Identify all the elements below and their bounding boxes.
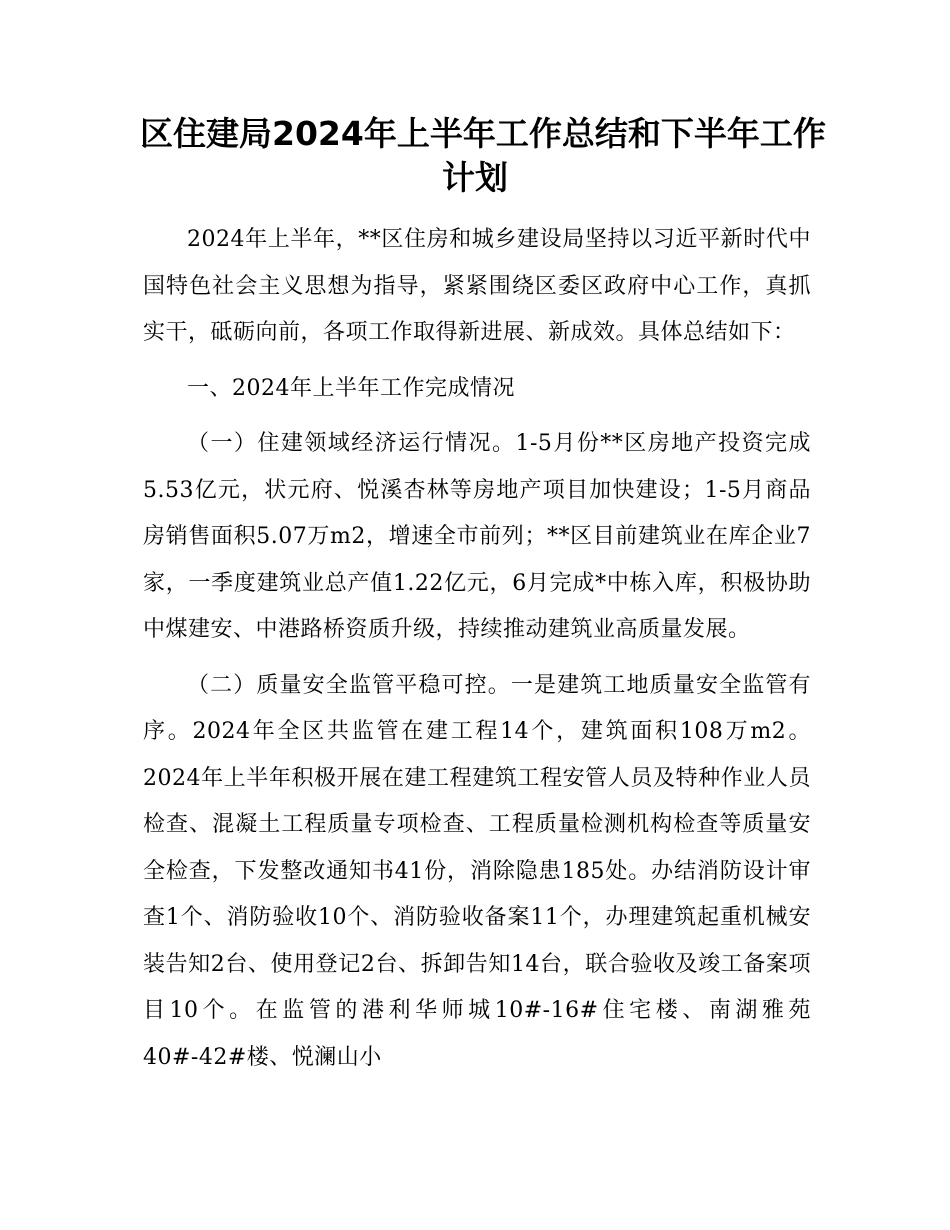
document-body <box>143 217 811 1081</box>
document-title <box>140 112 826 200</box>
section-heading-1: 一、2024年上半年工作完成情况 <box>187 375 515 401</box>
subsection-paragraph-2: （二）质量安全监管平稳可控。一是建筑工地质量安全监管有序。2024年全区共监管在建工程14个，建筑面积108万m2。2024年上半年积极开展在建工程建筑工程安管人员及特种作业人员检查、混凝土工程质量专项检查、工程质量检测机构检查等质量安全检查，下发整改通知书41份，消除隐患185处。办结消防设计审查1个、消防验收10个、消防验收备案11个，办理建筑起重机械安装告知2台、使用登记2台、拆卸告知14台，联合验收及竣工备案项目10个。在监管的港利华师城10#-16#住宅楼、南湖雅苑40#-42#楼、悦澜山小 <box>143 672 811 1070</box>
intro-paragraph: 2024年上半年，**区住房和城乡建设局坚持以习近平新时代中国特色社会主义思想为指导，紧紧围绕区委区政府中心工作，真抓实干，砥砺向前，各项工作取得新进展、新成效。具体总结如下： <box>143 227 811 345</box>
title-line-1: 区住建局2024年上半年工作总结和下半年工作 <box>140 114 826 153</box>
title-line-2: 计划 <box>442 158 508 197</box>
subsection-paragraph-1: （一）住建领域经济运行情况。1-5月份**区房地产投资完成5.53亿元，状元府、悦溪杏林等房地产项目加快建设；1-5月商品房销售面积5.07万m2，增速全市前列；**区目前建筑业在库企业7家，一季度建筑业总产值1.22亿元，6月完成*中栋入库，积极协助中煤建安、中港路桥资质升级，持续推动建筑业高质量发展。 <box>143 431 811 642</box>
